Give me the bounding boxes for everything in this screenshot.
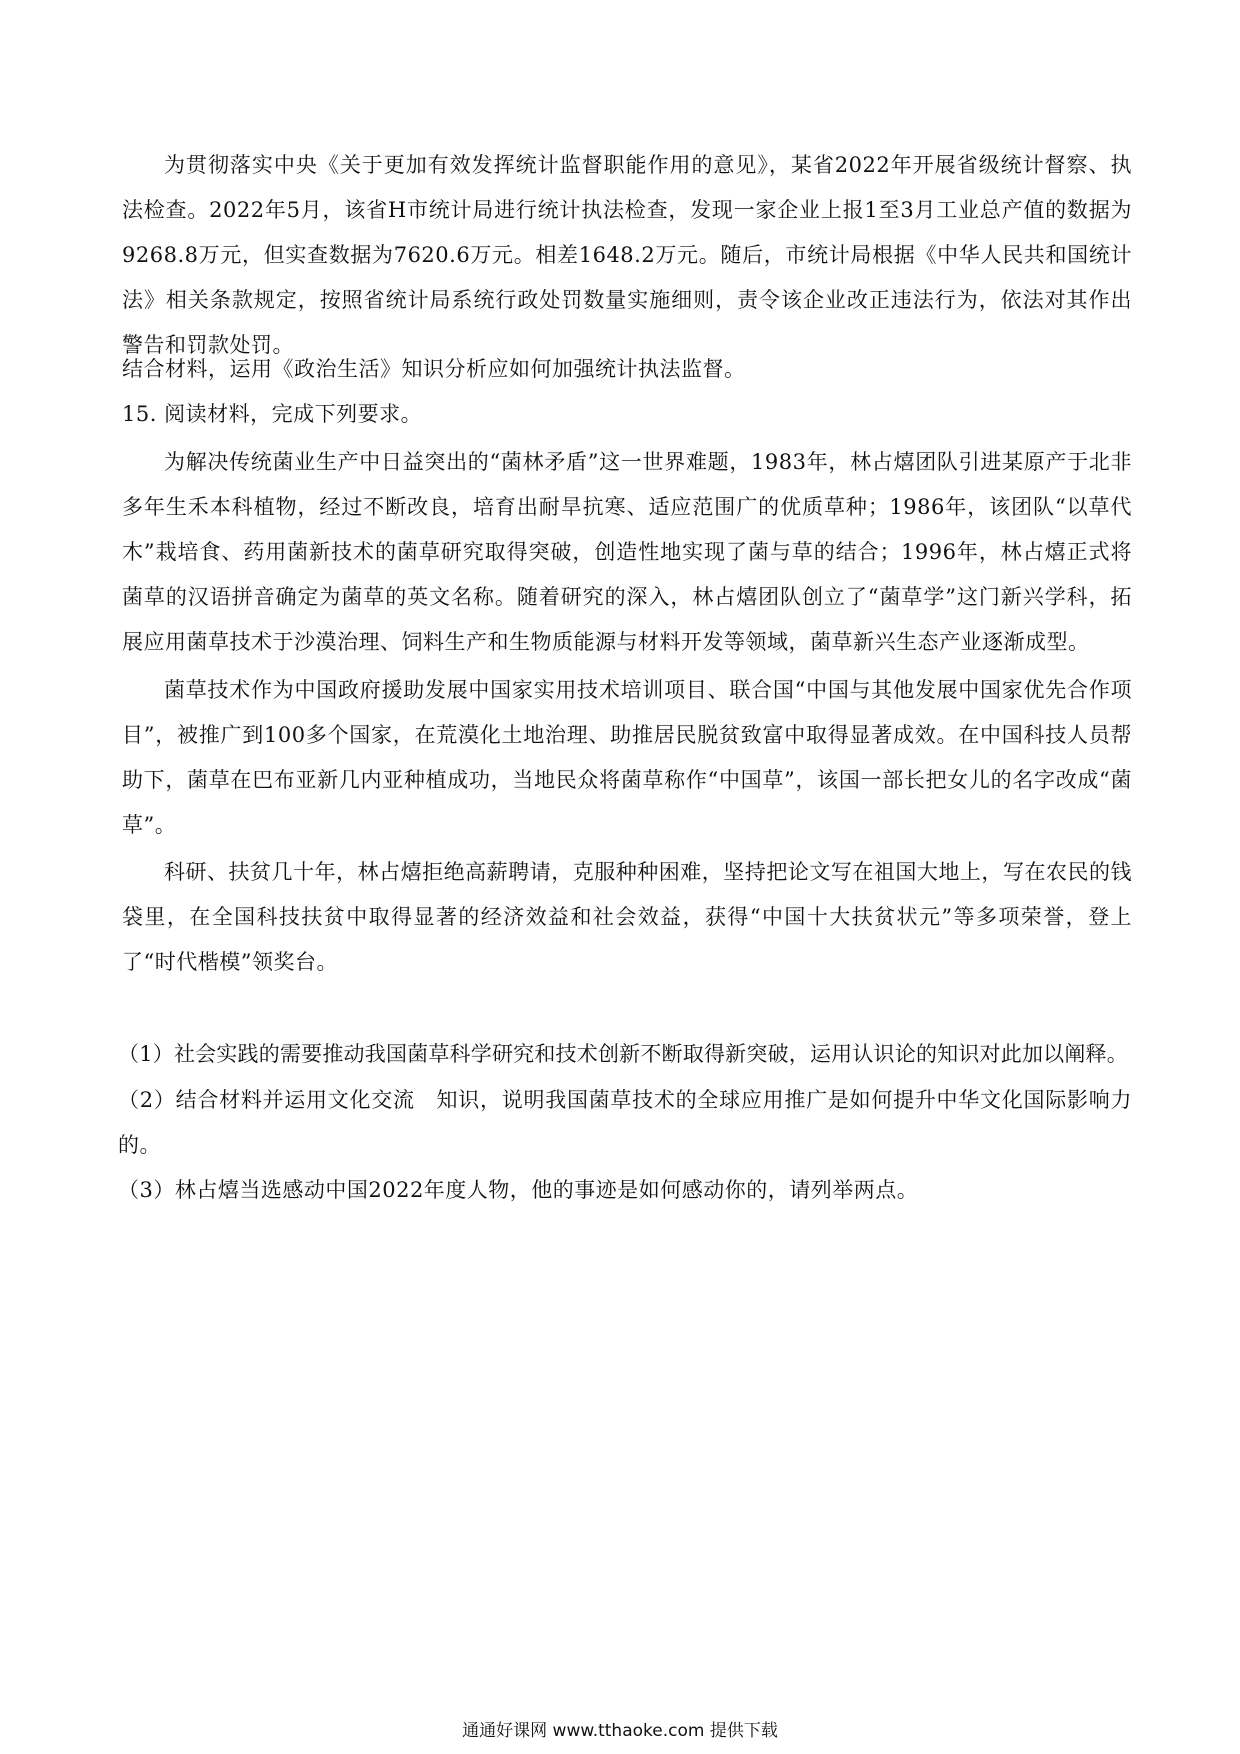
question-15-sub-1: （1）社会实践的需要推动我国菌草科学研究和技术创新不断取得新突破，运用认识论的知识对此加以阐释。: [118, 1042, 1128, 1066]
question-15-paragraph-1: 为解决传统菌业生产中日益突出的“菌林矛盾”这一世界难题，1983年，林占熺团队引进某原产于北非多年生禾本科植物，经过不断改良，培育出耐旱抗寒、适应范围广的优质草种；1986年，该团队“以草代木”栽培食、药用菌新技术的菌草研究取得突破，创造性地实现了菌与草的结合；1996年，林占熺正式将菌草的汉语拼音确定为菌草的英文名称。随着研究的深入，林占熺团队创立了“菌草学”这门新兴学科，拓展应用菌草技术于沙漠治理、饲料生产和生物质能源与材料开发等领域，菌草新兴生态产业逐渐成型。: [122, 450, 1132, 654]
question-15-paragraph-2: 菌草技术作为中国政府援助发展中国家实用技术培训项目、联合国“中国与其他发展中国家优先合作项目”，被推广到100多个国家，在荒漠化土地治理、助推居民脱贫致富中取得显著成效。在中国科技人员帮助下，菌草在巴布亚新几内亚种植成功，当地民众将菌草称作“中国草”，该国一部长把女儿的名字改成“菌草”。: [122, 678, 1132, 837]
question-15-paragraph-3: 科研、扶贫几十年，林占熺拒绝高薪聘请，克服种种困难，坚持把论文写在祖国大地上，写在农民的钱袋里，在全国科技扶贫中取得显著的经济效益和社会效益，获得“中国十大扶贫状元”等多项荣誉，登上了“时代楷模”领奖台。: [122, 860, 1132, 974]
material-14-paragraph: 为贯彻落实中央《关于更加有效发挥统计监督职能作用的意见》，某省2022年开展省级统计督察、执法检查。2022年5月，该省H市统计局进行统计执法检查，发现一家企业上报1至3月工业总产值的数据为9268.8万元，但实查数据为7620.6万元。相差1648.2万元。随后，市统计局根据《中华人民共和国统计法》相关条款规定，按照省统计局系统行政处罚数量实施细则，责令该企业改正违法行为，依法对其作出警告和罚款处罚。: [122, 153, 1132, 357]
question-15-sub-3: （3）林占熺当选感动中国2022年度人物，他的事迹是如何感动你的，请列举两点。: [118, 1178, 919, 1202]
question-15-heading: 15. 阅读材料，完成下列要求。: [122, 402, 423, 426]
question-15-sub-2: （2）结合材料并运用文化交流 知识，说明我国菌草技术的全球应用推广是如何提升中华文化国际影响力的。: [118, 1088, 1132, 1157]
page-footer: 通通好课网 www.tthaoke.com 提供下载: [462, 1721, 778, 1741]
material-14-question: 结合材料，运用《政治生活》知识分析应如何加强统计执法监督。: [122, 357, 746, 381]
